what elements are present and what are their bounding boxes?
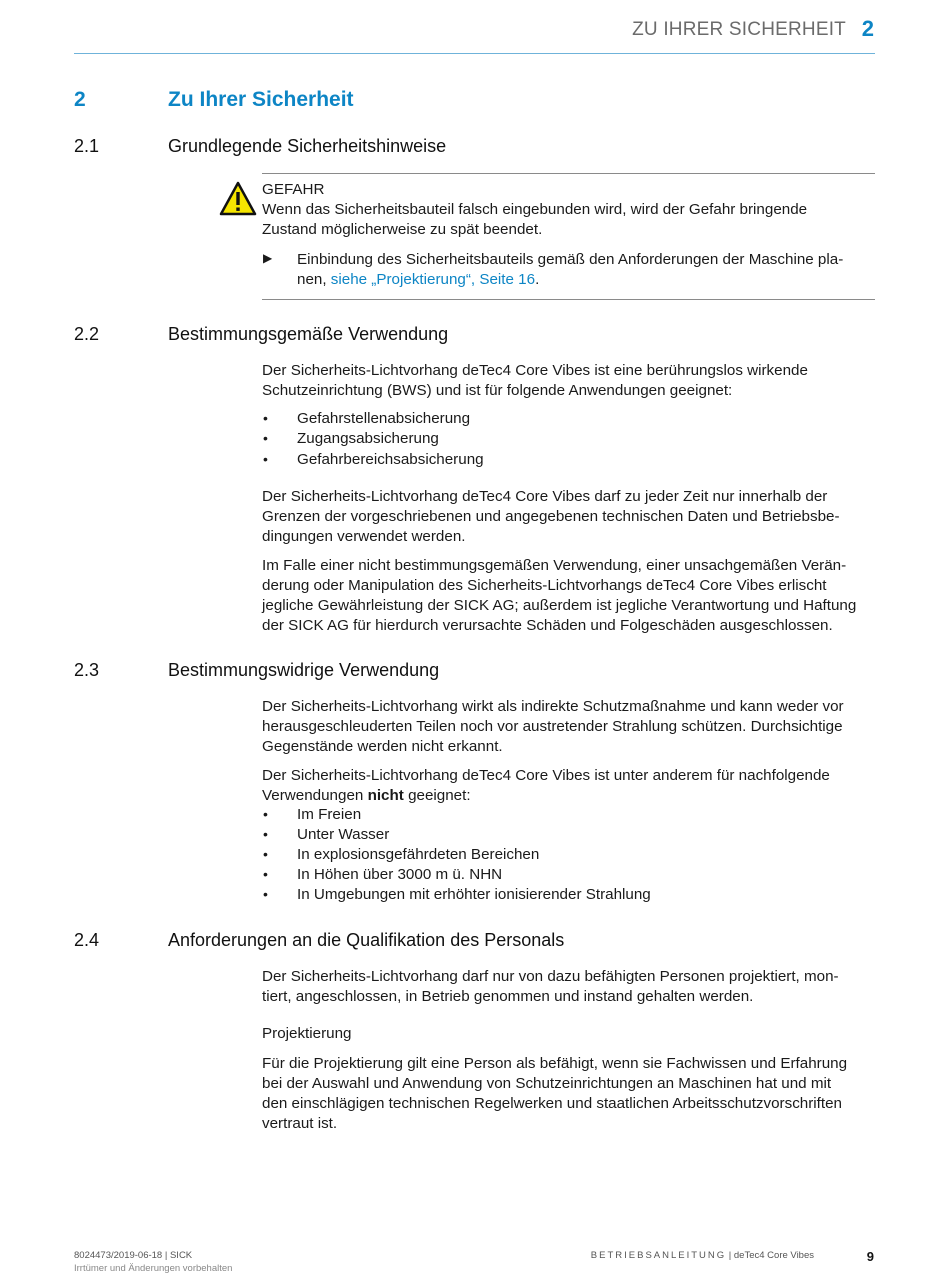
bullet-icon: • [263, 866, 268, 882]
bullet-icon: • [263, 410, 268, 426]
running-header-title: ZU IHRER SICHERHEIT [632, 19, 846, 40]
paragraph-line: dingungen verwendet werden. [262, 528, 466, 545]
paragraph-line: Für die Projektierung gilt eine Person als befähigt, wenn sie Fachwissen und Erfahrung [262, 1055, 848, 1072]
paragraph-line: vertraut ist. [262, 1115, 338, 1132]
footer-product-name: | deTec4 Core Vibes [726, 1250, 814, 1261]
paragraph-line: Im Falle einer nicht bestimmungsgemäßen Verwendung, einer unsachgemäßen Verän- [262, 557, 847, 574]
warning-top-rule [262, 173, 875, 174]
list-item: Gefahrbereichsabsicherung [297, 451, 484, 468]
chapter-title: Zu Ihrer Sicherheit [168, 88, 354, 111]
paragraph-line: Der Sicherheits-Lichtvorhang deTec4 Core Vibes ist unter anderem für nachfolgende [262, 767, 830, 784]
paragraph-line [262, 786, 471, 806]
paragraph-line: Gegenstände werden nicht erkannt. [262, 738, 503, 755]
section-title-2-1: Grundlegende Sicherheitshinweise [168, 136, 447, 156]
warning-action-line: Einbindung des Sicherheitsbauteils gemäß den Anforderungen der Maschine pla- [297, 251, 844, 268]
warning-text-line: Zustand möglicherweise zu spät beendet. [262, 221, 543, 238]
paragraph-line: tiert, angeschlossen, in Betrieb genommen und instand gehalten werden. [262, 988, 754, 1005]
footer-document-id: 8024473/2019-06-18 | SICK [74, 1250, 193, 1261]
paragraph-line: derung oder Manipulation des Sicherheits-Lichtvorhangs deTec4 Core Vibes erlischt [262, 577, 827, 594]
bullet-icon: • [263, 826, 268, 842]
paragraph-line: jegliche Gewährleistung der SICK AG; außerdem ist jegliche Verantwortung und Haftung [262, 597, 857, 614]
running-header-chapter-number: 2 [861, 16, 874, 41]
cross-reference-link[interactable]: siehe „Projektierung“, Seite 16 [330, 271, 536, 288]
warning-bottom-rule [262, 299, 875, 300]
section-number-2-1: 2.1 [74, 136, 100, 156]
paragraph-line: Der Sicherheits-Lichtvorhang deTec4 Core Vibes darf zu jeder Zeit nur innerhalb der [262, 488, 828, 505]
list-item: Unter Wasser [297, 826, 390, 843]
paragraph-line: herausgeschleuderten Teilen noch vor austretender Strahlung schützen. Durchsichtige [262, 718, 843, 735]
paragraph-line: Der Sicherheits-Lichtvorhang deTec4 Core Vibes ist eine berührungslos wirkende [262, 362, 808, 379]
emphasis-not: nicht [367, 787, 404, 804]
paragraph-line: den einschlägigen technischen Regelwerken und staatlichen Arbeitsschutzvorschriften [262, 1095, 843, 1112]
bullet-icon: • [263, 846, 268, 862]
text-fragment: Verwendungen [262, 787, 368, 804]
action-suffix: . [535, 271, 540, 288]
header-divider [74, 53, 875, 54]
warning-label: GEFAHR [262, 181, 325, 198]
paragraph-line: Der Sicherheits-Lichtvorhang wirkt als indirekte Schutzmaßnahme und kann weder vor [262, 698, 844, 715]
section-number-2-4: 2.4 [74, 930, 100, 950]
paragraph-line: bei der Auswahl und Anwendung von Schutzeinrichtungen an Maschinen hat und mit [262, 1075, 832, 1092]
action-arrow-icon: ▶ [263, 251, 273, 265]
warning-text-line: Wenn das Sicherheitsbauteil falsch eingebunden wird, wird der Gefahr bringende [262, 201, 808, 218]
bullet-icon: • [263, 806, 268, 822]
action-prefix: nen, [297, 271, 331, 288]
list-item: Zugangsabsicherung [297, 430, 439, 447]
bullet-icon: • [263, 886, 268, 902]
list-item: Gefahrstellenabsicherung [297, 410, 471, 427]
section-title-2-2: Bestimmungsgemäße Verwendung [168, 324, 449, 344]
subheading-projektierung: Projektierung [262, 1025, 352, 1042]
bullet-icon: • [263, 451, 268, 467]
text-fragment: geeignet: [403, 787, 471, 804]
section-number-2-2: 2.2 [74, 324, 100, 344]
list-item: In Umgebungen mit erhöhter ionisierender Strahlung [297, 886, 651, 903]
warning-action-line [297, 270, 539, 290]
paragraph-line: Der Sicherheits-Lichtvorhang darf nur von dazu befähigten Personen projektiert, mon- [262, 968, 839, 985]
list-item: In Höhen über 3000 m ü. NHN [297, 866, 503, 883]
chapter-number: 2 [74, 88, 86, 111]
section-number-2-3: 2.3 [74, 660, 100, 680]
footer-manual-title [591, 1250, 814, 1261]
paragraph-line: Schutzeinrichtung (BWS) und ist für folgende Anwendungen geeignet: [262, 382, 733, 399]
list-item: In explosionsgefährdeten Bereichen [297, 846, 540, 863]
page-number: 9 [866, 1249, 874, 1264]
section-title-2-3: Bestimmungswidrige Verwendung [168, 660, 440, 680]
list-item: Im Freien [297, 806, 362, 823]
paragraph-line: der SICK AG für hierdurch verursachte Schäden und Folgeschäden ausgeschlossen. [262, 617, 833, 634]
footer-manual-label: BETRIEBSANLEITUNG [590, 1250, 727, 1261]
bullet-icon: • [263, 430, 268, 446]
footer-disclaimer: Irrtümer und Änderungen vorbehalten [74, 1263, 233, 1274]
warning-triangle-icon [219, 181, 257, 217]
section-title-2-4: Anforderungen an die Qualifikation des Personals [168, 930, 565, 950]
paragraph-line: Grenzen der vorgeschriebenen und angegebenen technischen Daten und Betriebsbe- [262, 508, 840, 525]
